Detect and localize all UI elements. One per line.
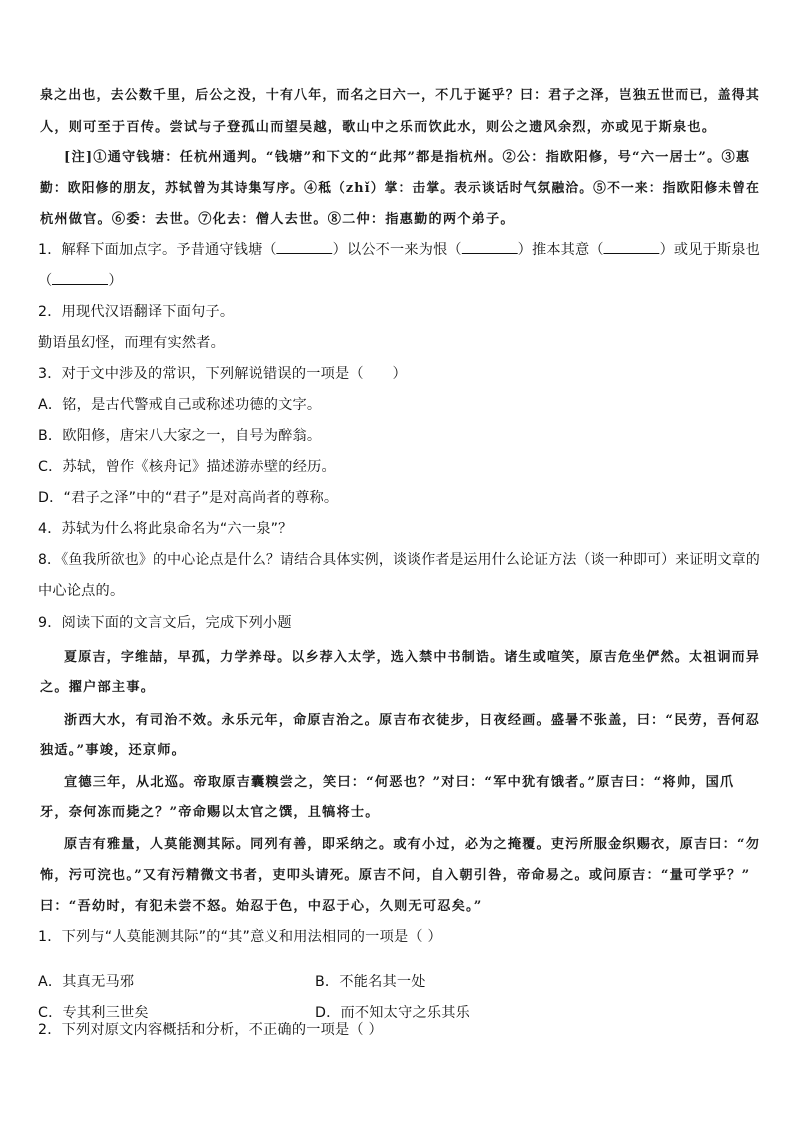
passage2-line: 原吉有雅量，人莫能测其际。同列有善，即采纳之。或有小过，必为之掩覆。吏污所服金织赐衣，原吉曰：“勿 bbox=[64, 837, 761, 852]
question-1-mid2: ）推本其意（ bbox=[517, 242, 604, 258]
passage2-line: 之。擢户部主事。 bbox=[40, 680, 156, 695]
paren-close: ） bbox=[108, 273, 123, 289]
passage1-line: 泉之出也，去公数千里，后公之没，十有八年，而名之曰六一，不几于诞乎？曰：君子之泽，岂独五世而已，盖得其 bbox=[40, 88, 760, 103]
question-1-mid1: ）以公不一来为恨（ bbox=[332, 242, 462, 258]
subquestion-1-prompt: 1．下列与“人莫能测其际”的“其”意义和用法相同的一项是（ ） bbox=[38, 929, 442, 945]
answer-blank[interactable] bbox=[462, 241, 518, 254]
question-3-option-a[interactable]: A．铭，是古代警戒自己或称述功德的文字。 bbox=[38, 397, 322, 413]
question-1-line2 bbox=[38, 270, 123, 290]
question-4-prompt: 4．苏轼为什么将此泉命名为“六一泉”？ bbox=[38, 521, 293, 537]
question-9-prompt: 9．阅读下面的文言文后，完成下列小题 bbox=[38, 615, 292, 631]
annotation-line: 杭州做官。⑥委：去世。⑦化去：僧人去世。⑧二仲：指惠勤的两个弟子。 bbox=[40, 212, 515, 227]
question-3-option-b[interactable]: B．欧阳修，唐宋八大家之一，自号为醉翁。 bbox=[38, 428, 322, 444]
question-1-prefix: 1．解释下面加点字。予昔通守钱塘（ bbox=[38, 242, 277, 258]
passage2-line: 宣德三年，从北巡。帝取原吉囊糗尝之，笑曰：“何恶也？”对曰：“军中犹有饿者。”原吉曰：“将帅，国爪 bbox=[64, 775, 735, 790]
question-8-line2: 中心论点的。 bbox=[38, 583, 125, 599]
passage2-line: 牙，奈何冻而毙之？”帝命赐以太官之馔，且犒将士。 bbox=[40, 805, 380, 820]
question-3-option-c[interactable]: C．苏轼，曾作《核舟记》描述游赤壁的经历。 bbox=[38, 459, 336, 475]
answer-blank[interactable] bbox=[52, 272, 108, 285]
answer-blank[interactable] bbox=[277, 241, 333, 254]
passage2-line: 夏原吉，字维喆，早孤，力学养母。以乡荐入太学，选入禁中书制诰。诸生或喧笑，原吉危坐俨然。太祖诇而异 bbox=[64, 650, 761, 665]
passage2-line: 独适。”事竣，还京师。 bbox=[40, 743, 187, 758]
passage2-line: 怖，污可浣也。”又有污精微文书者，吏叩头请死。原吉不问，自入朝引咎，帝命易之。或问原吉：“量可学乎？” bbox=[40, 868, 751, 883]
subquestion-2-prompt: 2．下列对原文内容概括和分析，不正确的一项是（ ） bbox=[38, 1022, 383, 1038]
question-3-prompt: 3．对于文中涉及的常识，下列解说错误的一项是（ ） bbox=[38, 366, 407, 382]
subquestion-1-option-d[interactable]: D．而不知太守之乐其乐 bbox=[315, 1005, 471, 1022]
passage2-line: 浙西大水，有司治不效。永乐元年，命原吉治之。原吉布衣徒步，日夜经画。盛暑不张盖，曰：“民劳，吾何忍 bbox=[64, 713, 761, 728]
question-1-mid3: ）或见于斯泉也 bbox=[659, 242, 761, 258]
question-2-prompt: 2．用现代汉语翻译下面句子。 bbox=[38, 304, 235, 320]
annotation-line: [注]①通守钱塘：任杭州通判。“钱塘”和下文的“此邦”都是指杭州。②公：指欧阳修，号“六一居士”。③惠 bbox=[64, 150, 751, 165]
annotation-line: 勤：欧阳修的朋友，苏轼曾为其诗集写序。④秪（zhǐ）掌：击掌。表示谈话时气氛融洽。⑤不一来：指欧阳修未曾在 bbox=[40, 181, 761, 196]
paren-open: （ bbox=[38, 273, 53, 289]
passage2-line: 曰：“吾幼时，有犯未尝不怒。始忍于色，中忍于心，久则无可忍矣。” bbox=[40, 899, 483, 914]
question-2-sentence: 勤语虽幻怪，而理有实然者。 bbox=[38, 335, 226, 351]
subquestion-1-option-a[interactable]: A．其真无马邪 bbox=[38, 974, 135, 991]
answer-blank[interactable] bbox=[604, 241, 660, 254]
question-3-option-d[interactable]: D．“君子之泽”中的“君子”是对高尚者的尊称。 bbox=[38, 490, 339, 506]
subquestion-1-option-c[interactable]: C．专其利三世矣 bbox=[38, 1005, 149, 1022]
question-1 bbox=[38, 239, 760, 259]
passage1-line: 人，则可至于百传。尝试与子登孤山而望吴越，歌山中之乐而饮此水，则公之遗风余烈，亦或见于斯泉也。 bbox=[40, 120, 717, 135]
subquestion-1-option-b[interactable]: B．不能名其一处 bbox=[315, 974, 426, 991]
question-8-line1: 8．《鱼我所欲也》的中心论点是什么？请结合具体实例，谈谈作者是运用什么论证方法（谈一种即可）来证明文章的 bbox=[38, 552, 760, 568]
